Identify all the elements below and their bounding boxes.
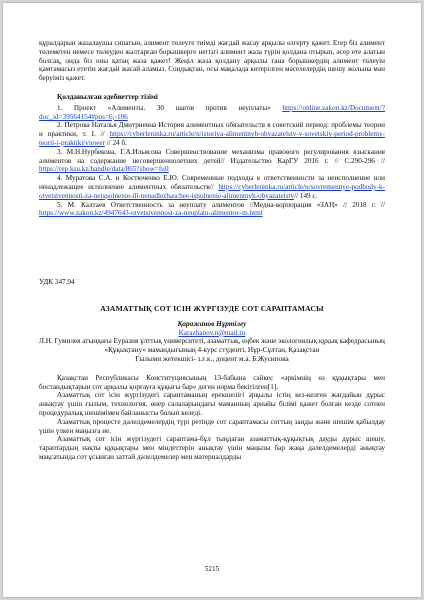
reference-link[interactable]: https://cyberleninka.ru/article/n/sovremennye-podhody-k-otvetstvennosti-za-neispolnenie-ili-nenadlezhaschee-ispolnenie-alimentnyh-obyazatelstv bbox=[39, 182, 385, 200]
reference-item-3 bbox=[39, 148, 385, 174]
author-affiliation: Л.Н. Гумилев атындағы Еуразия ұлттық университеті, азаматтық, еңбек және экологиялық құқық кафедрасының «Құқықтану» мамандығының 4-курс студенті, Нұр-Сұлтан, Қазақстан bbox=[39, 337, 385, 355]
reference-item-4 bbox=[39, 174, 385, 200]
udk-code: УДК 347.94 bbox=[39, 278, 75, 287]
page-content bbox=[39, 39, 385, 462]
email-link[interactable]: Karazhanov.n@mail.ru bbox=[178, 328, 246, 337]
body-paragraph: Азаматтық процесте дәлелдемелердің түрі ретінде сот сараптамасы соттың заңды және шешім қабылдау үшін үлкен маңызға ие. bbox=[39, 417, 385, 435]
reference-text: 2. Петрова Наталья Дмитриевна История алиментных обязательств в советский период: проблемы теории и практики, т. I. // bbox=[39, 121, 385, 139]
supervisor: Ғылыми жетекшісі- з.ғ.к., доцент м.а. Б.Жусипова bbox=[135, 354, 289, 363]
reference-link[interactable]: https://online.zakon.kz/Document/?doc_id=39564154#pos=6;-106 bbox=[39, 103, 385, 121]
reference-text: 5. М. Калтаев Ответственность за неуплату алиментов //Медиа-корпорация «ЗАҢ» // 2018 г. // bbox=[57, 200, 385, 209]
reference-tail: // 149 с. bbox=[294, 191, 318, 200]
reference-text: 4. Муратова С.А. и Костюченко Е.Ю. Современные подходы к ответственности за неисполнение или ненадлежащее исполнение алиментных обязательств// bbox=[39, 174, 385, 191]
reference-link[interactable]: https://www.zakon.kz/4947643-otvetstvennost-za-neuplatu-alimentov-m.html bbox=[39, 209, 263, 218]
reference-item-5 bbox=[39, 201, 385, 219]
document-page bbox=[3, 3, 421, 597]
reference-text: 3. М.Н.Нурбекова, Г.А.Ильясова Совершенствование механизма правового регулирования взыскания алиментов на содержание несовершеннолетних детей// Издательство КарГУ 2016 г. // С.290-296 // bbox=[39, 147, 385, 165]
reference-item-2 bbox=[39, 121, 385, 147]
reference-text: 1. Проект «Алименты. 30 шагов против неуплаты» bbox=[57, 103, 283, 112]
body-paragraph: Азаматтық сот ісін жүргізудегі сараптаманың ерекшелігі арқылы істің кез-келген жағдайын дұрыс анықтау үшін ғылым, технология, өнер салаларындағы маманның арнайы білімі қажет болған кезде сотпен процедуралық шешімімен байланысты болып келеді. bbox=[39, 391, 385, 417]
intro-paragraph: құралдарын жазалаушы сипатын, алимент төлеуге тиімді жағдай жасау арқылы өзгерту қажет. Егер біз алимент төлеметен немесе төлеуден жалтарған борышкерге негізгі алимент жаза түрін қолдана отырып, әсер ете алатын болсақ, онда біз оны қатаң жаза қажет! Жеңіл жаза қолдану арқылы ғана борышкердің алимент төлеуін қамтамасыз ететін жағдай жасай аламыз. Сондықтан, осы мақалада көтерілген мәселелердің шешу жолына мән беруіміз қажет. bbox=[39, 39, 385, 83]
page-number: 5215 bbox=[204, 565, 220, 573]
reference-item-1 bbox=[39, 104, 385, 122]
body-paragraph: Қазақстан Республикасы Конституциясының 13-бабына сәйкес «әркімнің өз құқықтары мен бостандықтарын сот арқылы қорғауға құқығы бар» деген норма бекітілген[1]. bbox=[39, 373, 385, 391]
reference-link[interactable]: https://rep.ksu.kz/handle/data/865?show=full bbox=[39, 165, 169, 174]
article-title: АЗАМАТТЫҚ СОТ ІСІН ЖҮРГІЗУДЕ СОТ САРАПТАМАСЫ bbox=[100, 303, 324, 313]
reference-tail: // 24 б. bbox=[104, 138, 127, 147]
reference-link[interactable]: https://cyberleninka.ru/article/n/istoriya-alimentnyh-obyazatelstv-v-sovetskiy-period-problemy-teorii-i-praktiki/viewer bbox=[39, 130, 385, 147]
author-email bbox=[39, 329, 385, 338]
references-title: Қолданылған әдебиеттер тізімі bbox=[57, 92, 158, 101]
author-name: Қаражанов Нұртілеу bbox=[177, 319, 247, 328]
body-paragraph: Азаматтық сот ісін жүргізудегі сараптама-бұл тыңдаған азаматтық-құқықтық дауды дұрыс шешу, тараптардың нақты құқықтары мен міндеттерін анықтау үшін маңызы бар жаңа дәлелдемелерді анықтау мақсатында сот ұсынған заттай дәлелдемелер мен материалдарды bbox=[39, 435, 385, 461]
